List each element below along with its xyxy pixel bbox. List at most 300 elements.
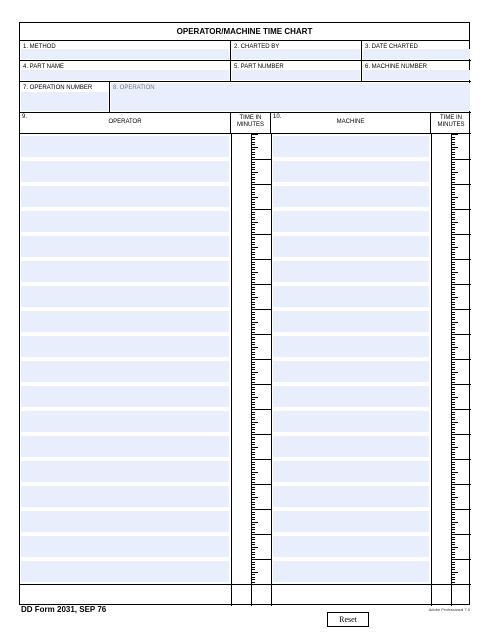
time-tick [451, 317, 455, 318]
operator-row-field[interactable] [21, 336, 229, 357]
reset-button[interactable]: Reset [327, 612, 369, 627]
time-tick [451, 434, 458, 435]
time-tick [451, 169, 455, 170]
time-tick [451, 199, 455, 200]
time-tick [451, 362, 455, 363]
time-tick [451, 229, 455, 230]
time-tick [451, 369, 455, 370]
part-number-field[interactable] [232, 70, 360, 80]
time-tick [451, 274, 455, 275]
time-tick [451, 267, 455, 268]
time-tick [451, 497, 458, 498]
time-tick [251, 467, 255, 468]
time-tick [251, 477, 255, 478]
machine-row-field[interactable] [273, 311, 429, 332]
time-tick [251, 312, 255, 313]
time-tick [451, 382, 455, 383]
time-tick [451, 517, 455, 518]
time-tick [251, 257, 255, 258]
time-tick [451, 389, 455, 390]
operator-row-field[interactable] [21, 161, 229, 182]
time-tick [251, 272, 258, 273]
time-tick [251, 154, 255, 155]
operator-row-field[interactable] [21, 411, 229, 432]
charted-by-label: 2. CHARTED BY [234, 44, 280, 50]
time-tick [251, 482, 255, 483]
time-tick [451, 514, 455, 515]
time-tick [451, 484, 458, 485]
time-tick [451, 252, 455, 253]
time-tick [451, 234, 458, 235]
time-tick [251, 464, 255, 465]
time-tick [251, 407, 255, 408]
time-tick [251, 474, 255, 475]
time-tick [251, 499, 255, 500]
time-tick [251, 487, 255, 488]
time-tick [451, 439, 455, 440]
time-tick [451, 277, 455, 278]
operator-row-field[interactable] [21, 511, 229, 532]
time-tick [451, 197, 458, 198]
time-tick [251, 472, 258, 473]
time-tick [451, 327, 455, 328]
time-tick [451, 352, 455, 353]
time-tick [451, 477, 455, 478]
time-tick [251, 174, 255, 175]
time-tick [251, 209, 258, 210]
time-tick [451, 532, 455, 533]
operator-row-field[interactable] [21, 561, 229, 582]
time-tick [451, 504, 455, 505]
time-tick [451, 472, 458, 473]
time-tick [251, 224, 255, 225]
time-tick [451, 167, 455, 168]
time-chart-form [19, 22, 470, 605]
column-line [271, 134, 272, 606]
form-id: DD Form 2031, SEP 76 [21, 605, 107, 614]
operator-header-label: OPERATOR [108, 119, 142, 125]
time-tick [251, 319, 255, 320]
time-tick [251, 339, 255, 340]
machine-row-field[interactable] [273, 336, 429, 357]
time-tick [251, 317, 255, 318]
time-tick [451, 207, 455, 208]
time-tick [251, 537, 255, 538]
time-tick [451, 407, 455, 408]
time-tick [251, 517, 255, 518]
time-tick [451, 457, 455, 458]
time-tick [251, 544, 255, 545]
time-tick [451, 579, 455, 580]
time-tick [251, 459, 258, 460]
time-tick [451, 499, 455, 500]
time-tick [451, 254, 455, 255]
time-tick [251, 264, 255, 265]
time-tick [251, 522, 258, 523]
time-tick [451, 412, 455, 413]
time-tick [451, 147, 458, 148]
form-title: OPERATOR/MACHINE TIME CHART [20, 23, 469, 41]
time-tick [451, 312, 455, 313]
time-tick [451, 474, 455, 475]
time-tick [451, 244, 455, 245]
time-tick [451, 187, 455, 188]
time-tick [451, 422, 458, 423]
time-tick [451, 482, 455, 483]
time-tick [251, 357, 255, 358]
time-tick [451, 564, 455, 565]
machine-row-field[interactable] [273, 186, 429, 207]
machine-row-field[interactable] [273, 361, 429, 382]
operator-row-field[interactable] [21, 536, 229, 557]
part-name-field[interactable] [21, 70, 229, 80]
time-tick [251, 417, 255, 418]
machine-row-field[interactable] [273, 436, 429, 457]
time-tick [251, 344, 255, 345]
time-tick [251, 204, 255, 205]
time-tick [451, 527, 455, 528]
time-tick [251, 529, 255, 530]
time-tick [451, 192, 455, 193]
time-tick [251, 229, 255, 230]
time-tick [251, 494, 255, 495]
time-tick [251, 364, 255, 365]
time-tick [451, 279, 455, 280]
time-tick [251, 469, 255, 470]
time-tick [451, 307, 455, 308]
time-tick [251, 542, 255, 543]
time-tick [451, 289, 455, 290]
time-tick [251, 409, 258, 410]
operator-row-field[interactable] [21, 186, 229, 207]
time-tick [251, 402, 255, 403]
machine-row-field[interactable] [273, 286, 429, 307]
time-tick [451, 447, 458, 448]
section-9-number: 9. [22, 114, 28, 120]
time-tick [451, 512, 455, 513]
time-tick [251, 532, 255, 533]
time-tick [251, 332, 255, 333]
time-tick [251, 457, 255, 458]
machine-row-field[interactable] [273, 536, 429, 557]
time-tick [451, 567, 455, 568]
time-tick [251, 247, 258, 248]
time-tick [451, 539, 455, 540]
time-tick [251, 217, 255, 218]
operator-row-field[interactable] [21, 461, 229, 482]
time-tick [451, 387, 455, 388]
time-tick [251, 309, 258, 310]
time-tick [451, 314, 455, 315]
time-tick [451, 487, 455, 488]
time-tick [251, 502, 255, 503]
time-tick [251, 559, 258, 560]
time-tick [451, 582, 455, 583]
time-tick [251, 242, 255, 243]
time-tick [451, 572, 458, 573]
time-tick [451, 157, 455, 158]
time-tick [451, 367, 455, 368]
operator-time-header-label: TIME IN MINUTES [237, 115, 264, 128]
time-tick [251, 219, 255, 220]
operator-row-field[interactable] [21, 286, 229, 307]
time-tick [251, 149, 255, 150]
time-tick [451, 219, 455, 220]
time-tick [451, 444, 455, 445]
time-tick [451, 562, 455, 563]
time-tick [451, 292, 455, 293]
time-tick [451, 349, 455, 350]
time-tick [451, 464, 455, 465]
time-tick [251, 254, 255, 255]
time-tick [251, 524, 255, 525]
time-tick [451, 459, 458, 460]
operation-number-field[interactable] [21, 92, 108, 111]
time-tick [251, 372, 258, 373]
operator-row-field[interactable] [21, 211, 229, 232]
time-tick [451, 544, 455, 545]
time-tick [251, 134, 258, 135]
time-tick [451, 339, 455, 340]
time-tick [451, 212, 455, 213]
time-tick [451, 337, 455, 338]
time-tick [251, 547, 258, 548]
time-tick [251, 152, 255, 153]
time-tick [251, 567, 255, 568]
machine-row-field[interactable] [273, 461, 429, 482]
time-tick [451, 509, 458, 510]
time-tick [451, 324, 455, 325]
time-tick [451, 462, 455, 463]
time-tick [451, 239, 455, 240]
time-tick [251, 419, 255, 420]
time-tick [251, 404, 255, 405]
operator-row-field[interactable] [21, 236, 229, 257]
machine-header-label: MACHINE [336, 119, 365, 125]
time-tick [251, 379, 255, 380]
time-tick [451, 237, 455, 238]
time-tick [251, 287, 255, 288]
time-tick [451, 364, 455, 365]
operator-row-field[interactable] [21, 311, 229, 332]
time-tick [251, 162, 255, 163]
time-tick [451, 522, 458, 523]
time-tick [451, 402, 455, 403]
time-tick [451, 162, 455, 163]
time-tick [451, 177, 455, 178]
time-tick [451, 164, 455, 165]
time-tick [251, 422, 258, 423]
operator-row-field[interactable] [21, 436, 229, 457]
time-tick [451, 259, 458, 260]
operator-row-field[interactable] [21, 386, 229, 407]
time-tick [251, 252, 255, 253]
time-tick [251, 384, 258, 385]
time-tick [451, 272, 458, 273]
time-tick [451, 424, 455, 425]
time-tick [251, 282, 255, 283]
machine-row-field[interactable] [273, 211, 429, 232]
time-tick [451, 344, 455, 345]
machine-row-field[interactable] [273, 261, 429, 282]
time-tick [251, 222, 258, 223]
machine-time-header [431, 113, 471, 134]
machine-row-field[interactable] [273, 411, 429, 432]
time-tick [251, 577, 255, 578]
time-tick [451, 384, 458, 385]
machine-row-field[interactable] [273, 511, 429, 532]
time-tick [251, 289, 255, 290]
time-tick [251, 142, 255, 143]
time-tick [451, 262, 455, 263]
machine-row-field[interactable] [273, 486, 429, 507]
time-tick [251, 427, 255, 428]
operation-cell [110, 82, 471, 113]
operation-number-label: 7. OPERATION NUMBER [23, 85, 93, 91]
time-tick [451, 404, 455, 405]
time-tick [451, 174, 455, 175]
operator-row-field[interactable] [21, 361, 229, 382]
machine-number-label: 6. MACHINE NUMBER [365, 64, 428, 70]
time-tick [451, 489, 455, 490]
time-tick [451, 529, 455, 530]
time-tick [251, 449, 255, 450]
time-tick [451, 332, 455, 333]
date-charted-cell [362, 41, 471, 61]
time-tick [451, 189, 455, 190]
time-tick [251, 299, 255, 300]
time-tick [251, 484, 258, 485]
operator-row-field[interactable] [21, 261, 229, 282]
time-tick [251, 199, 255, 200]
time-tick [251, 327, 255, 328]
time-tick [251, 387, 255, 388]
machine-row-field[interactable] [273, 136, 429, 157]
time-tick [251, 414, 255, 415]
time-tick [251, 334, 258, 335]
time-tick [251, 144, 255, 145]
time-tick [251, 172, 258, 173]
time-tick [451, 357, 455, 358]
time-tick [251, 492, 255, 493]
time-tick [451, 294, 455, 295]
time-tick [451, 297, 458, 298]
time-tick [251, 549, 255, 550]
time-tick [251, 277, 255, 278]
time-tick [451, 232, 455, 233]
time-tick [451, 492, 455, 493]
time-tick [251, 569, 255, 570]
operator-row-field[interactable] [21, 136, 229, 157]
time-tick [251, 504, 255, 505]
time-tick [251, 519, 255, 520]
time-tick [451, 372, 458, 373]
time-tick [451, 452, 455, 453]
time-tick [451, 179, 455, 180]
time-tick [451, 134, 458, 135]
time-tick [451, 242, 455, 243]
machine-number-field[interactable] [363, 70, 470, 80]
time-tick [251, 424, 255, 425]
time-tick [251, 304, 255, 305]
time-tick [251, 429, 255, 430]
time-tick [451, 359, 458, 360]
time-tick [251, 337, 255, 338]
time-tick [451, 549, 455, 550]
time-tick [251, 244, 255, 245]
time-tick [251, 187, 255, 188]
time-tick [251, 314, 255, 315]
time-tick [451, 537, 455, 538]
time-tick [251, 452, 255, 453]
machine-row-field[interactable] [273, 161, 429, 182]
time-tick [451, 142, 455, 143]
time-tick [251, 232, 255, 233]
time-tick [451, 154, 455, 155]
time-tick [451, 409, 458, 410]
time-tick [251, 307, 255, 308]
time-tick [251, 359, 258, 360]
time-tick [251, 302, 255, 303]
time-tick [251, 259, 258, 260]
machine-row-field[interactable] [273, 561, 429, 582]
time-tick [251, 399, 255, 400]
time-tick [251, 412, 255, 413]
operation-field[interactable] [111, 83, 470, 111]
time-tick [251, 179, 255, 180]
time-tick [251, 227, 255, 228]
time-tick [251, 279, 255, 280]
time-tick [451, 552, 455, 553]
time-tick [451, 152, 455, 153]
part-number-cell [231, 61, 362, 82]
time-tick [251, 574, 255, 575]
time-tick [251, 347, 258, 348]
time-tick [451, 469, 455, 470]
time-tick [251, 444, 255, 445]
time-tick [451, 479, 455, 480]
charted-by-cell [231, 41, 362, 61]
time-tick [451, 287, 455, 288]
time-tick [451, 397, 458, 398]
time-tick [451, 577, 455, 578]
time-tick [251, 189, 255, 190]
time-tick [251, 509, 258, 510]
time-tick [251, 432, 255, 433]
time-tick [251, 157, 255, 158]
time-tick [251, 552, 255, 553]
machine-row-field[interactable] [273, 236, 429, 257]
time-tick [251, 194, 255, 195]
time-tick [251, 377, 255, 378]
time-tick [451, 304, 455, 305]
time-tick [451, 139, 455, 140]
time-tick [451, 519, 455, 520]
section-10-number: 10. [273, 114, 282, 120]
machine-row-field[interactable] [273, 386, 429, 407]
time-tick [251, 322, 258, 323]
time-tick [251, 382, 255, 383]
time-tick [451, 554, 455, 555]
operator-row-field[interactable] [21, 486, 229, 507]
time-tick [451, 542, 455, 543]
time-tick [251, 554, 255, 555]
date-charted-label: 3. DATE CHARTED [365, 44, 418, 50]
time-tick [251, 352, 255, 353]
time-tick [251, 284, 258, 285]
time-tick [251, 514, 255, 515]
time-tick [451, 374, 455, 375]
